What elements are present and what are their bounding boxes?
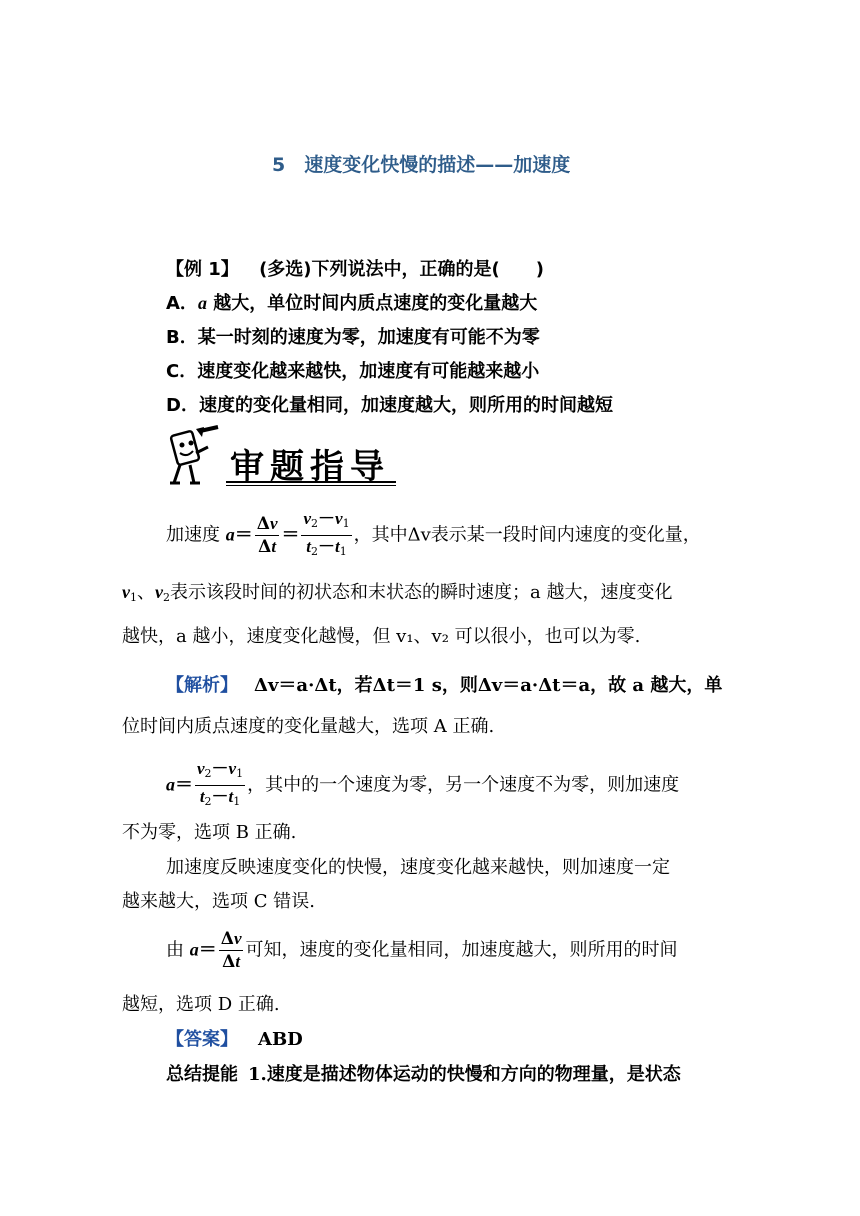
banner-underline-thin — [226, 485, 396, 486]
analysis-line-1: 【解析】 Δv＝a·Δt，若Δt＝1 s，则Δv＝a·Δt＝a，故 a 越大，单 — [166, 675, 723, 696]
analysis-line-3: a＝ $\frac{v_2-v_1}{t_2-t_1}$ ，其中的一个速度为零，另一个速度不为零，则加速度 — [166, 759, 680, 808]
pencil-mascot-icon — [160, 425, 224, 489]
summary-line: 总结提能 1.速度是描述物体运动的快慢和方向的物理量，是状态 — [166, 1064, 681, 1085]
page-title: 5 速度变化快慢的描述——加速度 — [272, 154, 571, 176]
analysis-line-6: 越来越大，选项 C 错误. — [122, 891, 315, 912]
guide-line-3: 越快，a 越小，速度变化越慢，但 v₁、v₂ 可以很小，也可以为零. — [122, 626, 641, 647]
guide-banner — [160, 425, 400, 491]
analysis-line-8: 越短，选项 D 正确. — [122, 994, 280, 1015]
answer-label: 【答案】 — [166, 1029, 238, 1050]
banner-underline — [226, 481, 396, 483]
example-prompt: (多选)下列说法中，正确的是( ) — [259, 259, 544, 280]
analysis-line-7: 由 a＝ $\frac{\Delta v}{\Delta t}$ 可知，速度的变化量相同，加速度越大，则所用的时间 — [166, 929, 678, 972]
answer-value: ABD — [258, 1029, 303, 1050]
option-c: C．速度变化越来越快，加速度有可能越来越小 — [166, 361, 540, 382]
option-a: A．a 越大，单位时间内质点速度的变化量越大 — [166, 293, 538, 314]
example-question — [166, 255, 544, 281]
analysis-line-5: 加速度反映速度变化的快慢，速度变化越来越快，则加速度一定 — [166, 857, 670, 878]
example-label: 【例 1】 — [166, 259, 239, 280]
analysis-label: 【解析】 — [166, 675, 238, 696]
guide-line-2: $v_1$、$v_2$表示该段时间的初状态和末状态的瞬时速度；a 越大，速度变化 — [122, 582, 673, 604]
option-d: D．速度的变化量相同，加速度越大，则所用的时间越短 — [166, 395, 613, 416]
option-b: B．某一时刻的速度为零，加速度有可能不为零 — [166, 327, 540, 348]
answer-line — [166, 1025, 303, 1051]
guide-line-1: 加速度 a＝ $\frac{\Delta v}{\Delta t}$ ＝ $\frac{v_2-v_1}{t_2-t_1}$ ，其中Δv表示某一段时间内速度的变化量， — [166, 509, 701, 558]
summary-label: 总结提能 — [166, 1064, 238, 1085]
guide-banner-text: 审题指导 — [230, 447, 390, 487]
analysis-line-2: 位时间内质点速度的变化量越大，选项 A 正确. — [122, 716, 495, 737]
analysis-line-4: 不为零，选项 B 正确. — [122, 822, 297, 843]
